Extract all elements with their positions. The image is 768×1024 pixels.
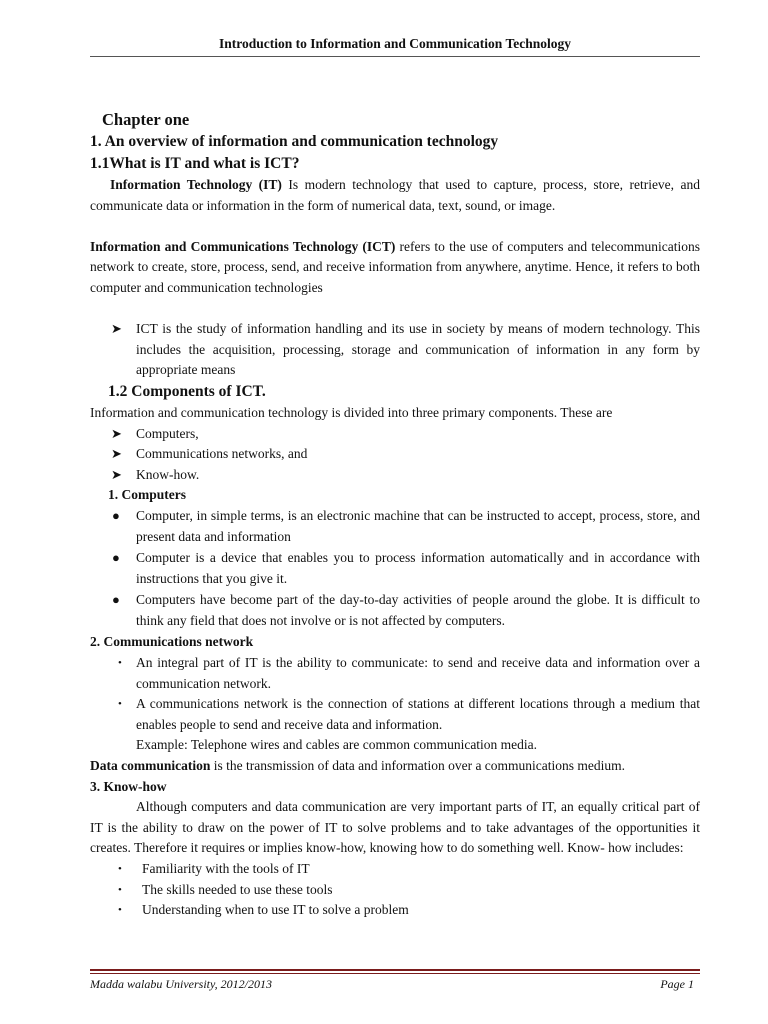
knowhow-heading: 3. Know-how [90, 778, 167, 794]
list-item: • The skills needed to use these tools [90, 880, 700, 901]
footer-rule-thin [90, 973, 700, 974]
ict-bullet-list [90, 319, 700, 381]
list-item: ➤ Computers, [90, 424, 700, 445]
dot-bullet-icon: • [118, 698, 122, 711]
network-heading: 2. Communications network [90, 634, 254, 650]
arrow-bullet-icon: ➤ [111, 466, 122, 482]
list-item: ➤ Know-how. [90, 465, 700, 486]
page-content [90, 109, 700, 921]
arrow-bullet-icon: ➤ [111, 425, 122, 441]
dot-bullet-icon: • [118, 883, 122, 896]
section-1-heading: 1. An overview of information and communication technology [90, 133, 499, 150]
it-term: Information Technology (IT) [110, 177, 282, 192]
footer-rule [90, 969, 700, 971]
dot-bullet-icon: ● [112, 592, 120, 608]
components-list [90, 424, 700, 486]
network-example: Example: Telephone wires and cables are common communication media. [136, 737, 538, 753]
data-communication-definition: Data communication is the transmission of data and information over a communications medium. [90, 758, 626, 774]
footer-institution: Madda walabu University, 2012/2013 [90, 977, 272, 991]
components-intro: Information and communication technology is divided into three primary components. These are [90, 404, 613, 420]
section-1-2-heading: 1.2 Components of ICT. [108, 382, 266, 400]
dot-bullet-icon: • [118, 863, 122, 875]
arrow-bullet-icon: ➤ [111, 446, 122, 462]
data-communication-term: Data communication [90, 758, 211, 774]
list-item: • Understanding when to use IT to solve a problem [90, 900, 700, 921]
list-item: ● Computers have become part of the day-to-day activities of people around the globe. It is difficult to think any field that does not involve or is not affected by computers. [112, 592, 700, 628]
computers-list [90, 506, 700, 632]
knowhow-list [90, 859, 700, 921]
list-item: • Familiarity with the tools of IT [90, 859, 700, 880]
dot-bullet-icon: • [118, 657, 122, 670]
section-1-1-heading: 1.1What is IT and what is ICT? [90, 155, 300, 172]
dot-bullet-icon: ● [112, 507, 120, 523]
list-item: ➤ ICT is the study of information handling and its use in society by means of modern technology. This includes the acquisition, processing, storage and communication of information in any form by appropriate means [111, 321, 700, 378]
knowhow-paragraph: Although computers and data communication are very important parts of IT, an equally critical part of IT is the ability to draw on the power of IT to solve problems and to take advantages of the opportunities it creates. Therefore it requires or implies know-how, knowing how to do something well. Know- how includes: [90, 799, 700, 856]
chapter-title: Chapter one [102, 110, 190, 129]
list-item: ➤ Communications networks, and [90, 444, 700, 465]
header-rule [90, 56, 700, 57]
list-item: ● Computer is a device that enables you to process information automatically and in accordance with instructions that you give it. [112, 550, 700, 586]
arrow-bullet-icon: ➤ [111, 321, 122, 337]
list-item: • An integral part of IT is the ability to communicate: to send and receive data and information over a communication network. [118, 655, 700, 691]
dot-bullet-icon: • [118, 904, 122, 917]
page-number: Page 1 [660, 977, 694, 991]
running-header: Introduction to Information and Communication Technology [219, 36, 571, 51]
dot-bullet-icon: ● [112, 550, 120, 566]
it-definition-text: Is modern technology that used to capture, process, store, retrieve, and communicate data or information in the form of numerical data, text, sound, or image. [90, 177, 700, 213]
ict-term: Information and Communications Technology (ICT) [90, 238, 396, 254]
it-definition [90, 175, 700, 216]
computers-heading: 1. Computers [108, 487, 186, 503]
list-item: ● Computer, in simple terms, is an electronic machine that can be instructed to accept, process, store, and present data and information [112, 507, 700, 544]
ict-definition-text: refers to the use of computers and telecommunications network to create, store, process, send, and receive information from anywhere, anytime. Hence, it refers to both computer and communication technologies [90, 238, 701, 295]
list-item: • A communications network is the connection of stations at different locations through a medium that enables people to send and receive data and information. [118, 696, 700, 732]
network-list [90, 653, 700, 735]
ict-definition [90, 237, 700, 299]
